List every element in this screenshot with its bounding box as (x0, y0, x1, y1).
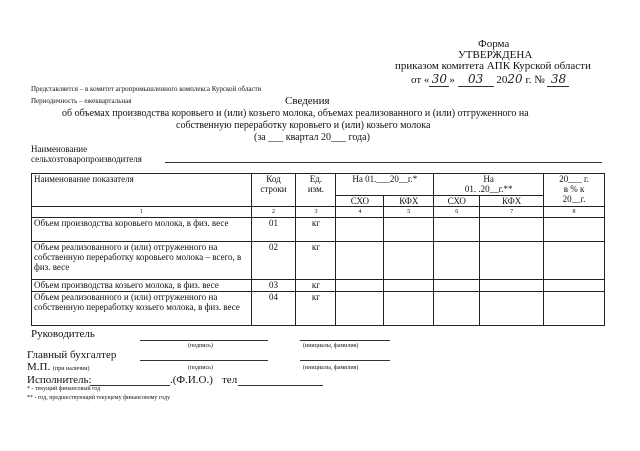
accountant-sign-hint: (подпись) (188, 365, 213, 371)
row-code: 02 (251, 242, 296, 280)
value-cell[interactable] (384, 280, 434, 292)
executor-name-field[interactable] (90, 385, 170, 386)
doc-subtitle-line-1: об объемах производства коровьего и (или) козьего молока, объемах реализованного и (или) отгруженного на (62, 108, 529, 119)
header-row-code (251, 174, 296, 207)
date-quote: » (449, 74, 455, 86)
approved-label: УТВЕРЖДЕНА (458, 49, 533, 61)
column-numbers-row (32, 207, 605, 218)
header-indicator-name: Наименование показателя (32, 174, 252, 207)
row-name: Объем реализованного и (или) отгруженного на собственную переработку коровьего молока – всего, в физ. весе (32, 242, 252, 280)
row-name: Объем производства коровьего молока, в физ. весе (32, 218, 252, 242)
row-name: Объем производства козьего молока, в физ. весе (32, 280, 252, 292)
value-cell[interactable] (544, 280, 605, 292)
col-num: 1 (32, 207, 252, 218)
header-pct-3: 20__г. (562, 194, 586, 204)
row-code: 04 (251, 292, 296, 326)
value-cell[interactable] (336, 242, 384, 280)
order-number-label: г. № (525, 74, 545, 86)
head-signature-field[interactable] (140, 340, 268, 341)
value-cell[interactable] (480, 242, 544, 280)
form-label: Форма (478, 38, 510, 50)
header-code-2: строки (260, 184, 287, 194)
value-cell[interactable] (384, 292, 434, 326)
header-unit-1: Ед. (309, 174, 323, 184)
row-unit: кг (296, 292, 336, 326)
table-row (32, 218, 605, 242)
header-unit (296, 174, 336, 207)
header-kfh-2: КФХ (480, 196, 544, 207)
header-pct-2: в % к (563, 184, 585, 194)
accountant-name-field[interactable] (300, 360, 390, 361)
head-name-field[interactable] (300, 340, 390, 341)
footnote-2: ** - год, предшествующий текущему финансовому году (27, 395, 171, 401)
value-cell[interactable] (434, 218, 480, 242)
tel-label: тел (222, 374, 238, 386)
header-previous-year (434, 174, 544, 196)
header-sxo-2: СХО (434, 196, 480, 207)
date-year-suffix: 20 (507, 72, 523, 86)
header-unit-2: изм. (307, 184, 325, 194)
header-prev-2: 01. .20__г.** (464, 184, 513, 194)
mp-label (27, 361, 89, 373)
col-num: 8 (544, 207, 605, 218)
order-label: приказом комитета АПК Курской области (395, 60, 591, 72)
doc-subtitle-line-2: собственную переработку коровьего и (или) козьего молока (176, 120, 431, 131)
head-initials-hint: (инициалы, фамилия) (303, 343, 359, 349)
tel-field[interactable] (238, 385, 323, 386)
value-cell[interactable] (480, 280, 544, 292)
date-year-prefix: 20 (496, 74, 508, 86)
value-cell[interactable] (336, 280, 384, 292)
accountant-signature-field[interactable] (140, 360, 268, 361)
value-cell[interactable] (434, 292, 480, 326)
date-from: от « (411, 74, 430, 86)
doc-title: Сведения (285, 95, 330, 107)
value-cell[interactable] (336, 218, 384, 242)
executor-label: Исполнитель: (27, 374, 92, 386)
header-percent (544, 174, 605, 207)
header-sxo-1: СХО (336, 196, 384, 207)
executor-fio: .(Ф.И.О.) (170, 374, 213, 386)
producer-label-1: Наименование (31, 144, 88, 154)
col-num: 3 (296, 207, 336, 218)
table-row (32, 292, 605, 326)
col-num: 5 (384, 207, 434, 218)
producer-label-2: сельхозтоваропроизводителя (31, 154, 142, 164)
header-pct-1: 20___ г. (559, 174, 589, 184)
table-row (32, 242, 605, 280)
accountant-initials-hint: (инициалы, фамилия) (303, 365, 359, 371)
row-code: 03 (251, 280, 296, 292)
value-cell[interactable] (336, 292, 384, 326)
value-cell[interactable] (544, 218, 605, 242)
value-cell[interactable] (384, 218, 434, 242)
chief-accountant-label: Главный бухгалтер (27, 349, 117, 361)
footnote-1: * - текущий финансовый год (27, 386, 101, 392)
col-num: 4 (336, 207, 384, 218)
col-num: 6 (434, 207, 480, 218)
approval-date (411, 72, 569, 87)
submitted-to: Представляется – в комитет агропромышленного комплекса Курской области (31, 85, 262, 93)
value-cell[interactable] (544, 242, 605, 280)
report-table (31, 173, 605, 326)
mp-hint: (при наличии) (52, 366, 90, 372)
row-unit: кг (296, 280, 336, 292)
row-name: Объем реализованного и (или) отгруженного на собственную переработку козьего молока, в физ. весе (32, 292, 252, 326)
value-cell[interactable] (480, 292, 544, 326)
value-cell[interactable] (544, 292, 605, 326)
header-prev-1: На (483, 174, 494, 184)
header-code-1: Код (266, 174, 281, 184)
report-period: (за ___ квартал 20___ года) (254, 132, 370, 143)
header-kfh-1: КФХ (384, 196, 434, 207)
date-day: 30 (429, 72, 449, 87)
table-row (32, 280, 605, 292)
value-cell[interactable] (384, 242, 434, 280)
value-cell[interactable] (434, 280, 480, 292)
row-unit: кг (296, 242, 336, 280)
head-sign-hint: (подпись) (188, 343, 213, 349)
header-current-year: На 01.___20__г.* (336, 174, 434, 196)
order-number: 38 (547, 72, 569, 87)
producer-name-field[interactable] (165, 162, 602, 163)
periodicity: Периодичность – ежеквартальная (31, 97, 132, 105)
value-cell[interactable] (480, 218, 544, 242)
row-code: 01 (251, 218, 296, 242)
row-unit: кг (296, 218, 336, 242)
col-num: 2 (251, 207, 296, 218)
head-label: Руководитель (31, 328, 95, 340)
col-num: 7 (480, 207, 544, 218)
value-cell[interactable] (434, 242, 480, 280)
date-month: 03 (458, 72, 494, 87)
mp-text: М.П. (27, 361, 51, 373)
